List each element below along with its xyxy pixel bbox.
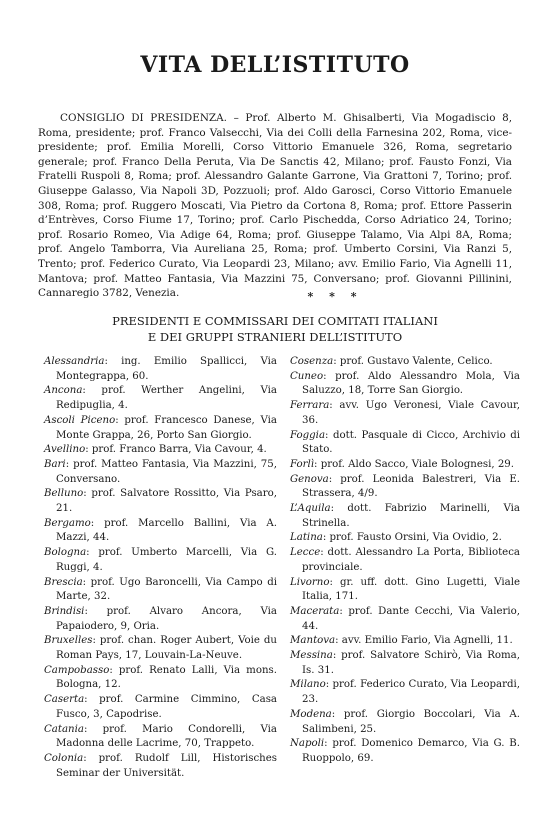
entry-details: : prof. Salvatore Rossitto, Via Psaro, 21. [56,488,277,515]
entry-place: Cuneo [290,370,324,382]
entry-place: Forlì [290,458,315,470]
entry-details: : dott. Alessandro La Porta, Biblioteca provinciale. [302,547,520,573]
entry-details: : prof. chan. Roger Aubert, Voie du Roman Pays, 17, Louvain-La-Neuve. [56,635,277,662]
directory-entry [44,664,277,693]
presidenza-heading: CONSIGLIO DI PRESIDENZA. [60,112,227,124]
entry-details: : prof. Fausto Orsini, Via Ovidio, 2. [322,532,502,544]
entry-details: : prof. Domenico Demarco, Via G. B. Ruoppolo, 69. [302,738,520,764]
entry-details: : prof. Dante Cecchi, Via Valerio, 44. [302,605,520,632]
entry-place: Bruxelles [44,635,93,647]
entry-place: Napoli [290,738,325,750]
entry-place: Macerata [290,605,340,617]
directory-entry [44,752,277,781]
entry-details: : prof. Ugo Baroncelli, Via Campo di Marte, 32. [56,576,277,603]
entry-place: Alessandria [44,356,105,367]
presidenza-text: – Prof. Alberto M. Ghisalberti, Via Mogadiscio 8, Roma, presidente; prof. Franco Valsecchi, Via dei Colli della Farnesina 202, Roma, vice-presidente; prof. Emilia Morelli, Corso Vittorio Emanuele 326, Roma, segretario generale; prof. Franco Della Peruta, Via De Sanctis 42, Milano; prof. Fausto Fonzi, Via Fratelli Ruspoli 8, Roma; prof. Alessandro Galante Garrone, Via Grattoni 7, Torino; prof. Giuseppe Galasso, Via Napoli 3D, Pozzuoli; prof. Aldo Garosci, Corso Vittorio Emanuele 308, Roma; prof. Ruggero Moscati, Via Pietro da Cortona 8, Roma; prof. Ettore Passerin d’Entrèves, Corso Fiume 17, Torino; prof. Carlo Pischedda, Corso Adriatico 24, Torino; prof. Rosario Romeo, Via Adige 64, Roma; prof. Giuseppe Talamo, Via Alpi 8A, Roma; prof. Angelo Tamborra, Via Aureliana 25, Roma; prof. Umberto Corsini, Via Ranzi 5, Trento; prof. Federico Curato, Via Leopardi 23, Milano; avv. Emilio Fario, Via Agnelli 11, Mantova; prof. Matteo Fantasia, Via Mazzini 75, Conversano; prof. Giovanni Pillinini, Cannaregio 3782, Venezia. [38,112,513,300]
entry-place: Genova [290,473,329,485]
entry-details: : prof. Francesco Danese, Via Monte Grappa, 26, Porto San Giorgio. [56,414,277,441]
entry-details: : prof. Aldo Sacco, Viale Bolognesi, 29. [314,458,515,470]
directory-entry [44,546,277,575]
entry-place: Caserta [44,694,85,706]
entry-place: Belluno [44,488,84,500]
directory-entry [44,693,277,722]
entry-place: Bologna [44,547,87,559]
page-title: VITA DELL’ISTITUTO [140,52,410,78]
entry-place: Latina [290,532,323,544]
entry-place: Ascoli Piceno [44,414,116,426]
presidenza-paragraph [38,111,512,301]
entry-details: : avv. Ugo Veronesi, Viale Cavour, 36. [302,400,520,426]
section-heading-line1: PRESIDENTI E COMMISSARI DEI COMITATI ITALIANI [112,314,438,328]
entry-details: : dott. Pasquale di Cicco, Archivio di Stato. [302,429,520,456]
directory-entry [290,634,520,649]
entry-details: : prof. Umberto Marcelli, Via G. Ruggi, 4. [56,547,277,573]
directory-entry [290,708,520,737]
directory-entry [44,634,277,663]
entry-place: Ancona [44,385,83,397]
entry-place: Milano [290,679,326,691]
entry-place: Mantova [290,635,336,647]
right-column [290,355,520,767]
entry-details: : prof. Werther Angelini, Via Redipuglia, 4. [56,385,277,412]
entry-place: Cosenza [290,356,334,367]
directory-entry [44,517,277,546]
directory-entry [44,723,277,752]
directory-entry [44,576,277,605]
directory-entry [44,605,277,634]
entry-details: : prof. Rudolf Lill, Historisches Seminar der Universität. [56,752,277,779]
directory-entry [290,531,520,546]
entry-details: : prof. Leonida Balestreri, Via E. Strassera, 4/9. [302,473,520,500]
directory-entry [44,487,277,516]
directory-entry [290,649,520,678]
directory-entry [44,443,277,458]
entry-place: Lecce [290,547,321,559]
entry-details: : prof. Gustavo Valente, Celico. [333,356,493,367]
directory-entry [44,355,277,384]
entry-place: Messina [290,650,333,662]
left-column [44,355,277,781]
entry-details: : prof. Franco Barra, Via Cavour, 4. [85,444,267,456]
entry-place: Bergamo [44,517,91,529]
entry-details: : prof. Matteo Fantasia, Via Mazzini, 75, Conversano. [56,458,277,485]
entry-place: Catania [44,723,84,735]
entry-place: Brindisi [44,605,85,617]
entry-details: : prof. Giorgio Boccolari, Via A. Salimbeni, 25. [302,708,520,735]
directory-entry [290,355,520,370]
directory-entry [290,370,520,399]
entry-details: : ing. Emilio Spallicci, Via Montegrappa, 60. [56,356,277,382]
directory-entry [290,576,520,605]
entry-place: Avellino [44,444,86,456]
entry-place: Colonia [44,752,84,764]
directory-entry [44,384,277,413]
entry-details: : prof. Salvatore Schirò, Via Roma, Is. 31. [302,650,520,676]
entry-place: Ferrara [290,400,330,412]
directory-entry [290,502,520,531]
directory-entry [290,737,520,766]
section-heading [0,313,550,345]
directory-entry [290,399,520,428]
entry-details: : prof. Federico Curato, Via Leopardi, 23. [302,679,520,706]
entry-details: : prof. Marcello Ballini, Via A. Mazzi, 44. [56,517,277,544]
entry-place: Modena [290,708,332,720]
directory-entry [290,429,520,458]
section-separator: * * * [307,290,363,303]
entry-place: Bari [44,458,66,470]
entry-details: : prof. Mario Condorelli, Via Madonna delle Lacrime, 70, Trappeto. [56,723,277,750]
entry-place: Campobasso [44,664,110,676]
directory-entry [290,678,520,707]
entry-details: : prof. Carmine Cimmino, Casa Fusco, 3, Capodrise. [56,694,277,720]
entry-details: : prof. Aldo Alessandro Mola, Via Saluzzo, 18, Torre San Giorgio. [302,370,520,397]
directory-entry [290,546,520,575]
directory-entry [290,458,520,473]
directory-entry [290,473,520,502]
entry-place: Brescia [44,576,83,588]
directory-entry [290,605,520,634]
entry-details: : gr. uff. dott. Gino Lugetti, Viale Italia, 171. [302,576,520,603]
entry-place: Livorno [290,576,330,588]
entry-details: : dott. Fabrizio Marinelli, Via Strinella. [302,503,520,529]
entry-details: : avv. Emilio Fario, Via Agnelli, 11. [335,635,513,647]
entry-place: Foggia [290,429,326,441]
entry-details: : prof. Renato Lalli, Via mons. Bologna, 12. [56,664,277,691]
directory-entry [44,414,277,443]
entry-place: L’Aquila [290,503,331,515]
entry-details: : prof. Alvaro Ancora, Via Papaiodero, 9, Oria. [56,605,277,632]
section-heading-line2: E DEI GRUPPI STRANIERI DELL’ISTITUTO [147,330,403,344]
directory-entry [44,458,277,487]
